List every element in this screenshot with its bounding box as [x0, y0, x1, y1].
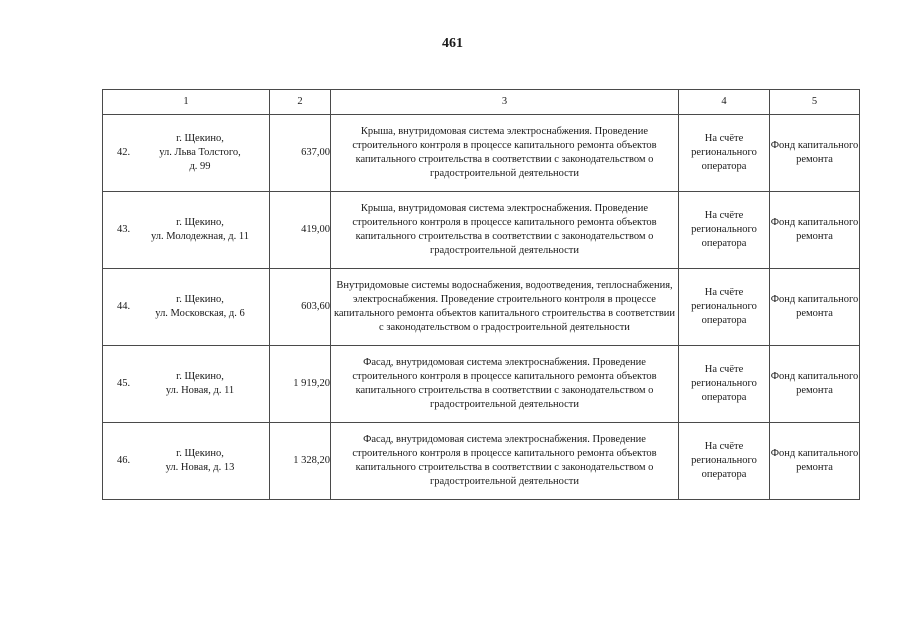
works-cell: Фасад, внутридомовая система электроснабжения. Проведение строительного контроля в процессе капитального ремонта объектов капитального строительства в соответствии с законодательством о градостроительной деятельности: [331, 346, 679, 423]
works-cell: Внутридомовые системы водоснабжения, водоотведения, теплоснабжения, электроснабжения. Проведение строительного контроля в процессе капитального ремонта объектов капитального строительства в соответствии с законодательством о градостроительной деятельности: [331, 269, 679, 346]
address-cell: [103, 115, 270, 192]
page-number: 461: [442, 36, 463, 51]
funding-source-cell: Фонд капитального ремонта: [770, 423, 860, 500]
area-cell: 1 328,20: [270, 423, 331, 500]
address: [139, 447, 261, 475]
address-line: г. Щекино,: [176, 448, 224, 459]
works-cell: Крыша, внутридомовая система электроснабжения. Проведение строительного контроля в процессе капитального ремонта объектов капитального строительства в соответствии с законодательством о градостроительной деятельности: [331, 192, 679, 269]
address: [139, 216, 261, 244]
address-cell: [103, 269, 270, 346]
funding-source-cell: Фонд капитального ремонта: [770, 346, 860, 423]
table-row: [103, 269, 860, 346]
address-cell: [103, 192, 270, 269]
address-line: г. Щекино,: [176, 133, 224, 144]
table-header-row: [103, 90, 860, 115]
row-number: 42.: [117, 147, 131, 158]
address-cell: [103, 423, 270, 500]
row-number: 45.: [117, 378, 131, 389]
area-cell: 637,00: [270, 115, 331, 192]
address-line: ул. Новая, д. 11: [165, 385, 235, 396]
account-cell: На счёте регионального оператора: [679, 192, 770, 269]
column-header-5: 5: [770, 90, 860, 115]
account-cell: На счёте регионального оператора: [679, 115, 770, 192]
capital-repair-table: [102, 89, 860, 500]
row-number: 43.: [117, 224, 131, 235]
area-cell: 603,60: [270, 269, 331, 346]
area-cell: 1 919,20: [270, 346, 331, 423]
column-header-3: 3: [331, 90, 679, 115]
table-row: [103, 346, 860, 423]
address-line: ул. Молодежная, д. 11: [151, 231, 249, 242]
row-number: 44.: [117, 301, 131, 312]
table-row: [103, 115, 860, 192]
account-cell: На счёте регионального оператора: [679, 423, 770, 500]
address-line: ул. Московская, д. 6: [155, 308, 245, 319]
address-line: г. Щекино,: [176, 371, 224, 382]
address: [139, 132, 261, 174]
works-cell: Фасад, внутридомовая система электроснабжения. Проведение строительного контроля в процессе капитального ремонта объектов капитального строительства в соответствии с законодательством о градостроительной деятельности: [331, 423, 679, 500]
area-cell: 419,00: [270, 192, 331, 269]
address-line: г. Щекино,: [176, 217, 224, 228]
account-cell: На счёте регионального оператора: [679, 269, 770, 346]
address: [139, 370, 261, 398]
table-row: [103, 423, 860, 500]
table-row: [103, 192, 860, 269]
address-line: г. Щекино,: [176, 294, 224, 305]
funding-source-cell: Фонд капитального ремонта: [770, 115, 860, 192]
column-header-4: 4: [679, 90, 770, 115]
account-cell: На счёте регионального оператора: [679, 346, 770, 423]
address-line: ул. Льва Толстого,: [159, 147, 241, 158]
funding-source-cell: Фонд капитального ремонта: [770, 192, 860, 269]
column-header-2: 2: [270, 90, 331, 115]
works-cell: Крыша, внутридомовая система электроснабжения. Проведение строительного контроля в процессе капитального ремонта объектов капитального строительства в соответствии с законодательством о градостроительной деятельности: [331, 115, 679, 192]
address-line: д. 99: [189, 161, 211, 172]
address: [139, 293, 261, 321]
address-cell: [103, 346, 270, 423]
funding-source-cell: Фонд капитального ремонта: [770, 269, 860, 346]
row-number: 46.: [117, 455, 131, 466]
address-line: ул. Новая, д. 13: [165, 462, 235, 473]
column-header-1: 1: [103, 90, 270, 115]
